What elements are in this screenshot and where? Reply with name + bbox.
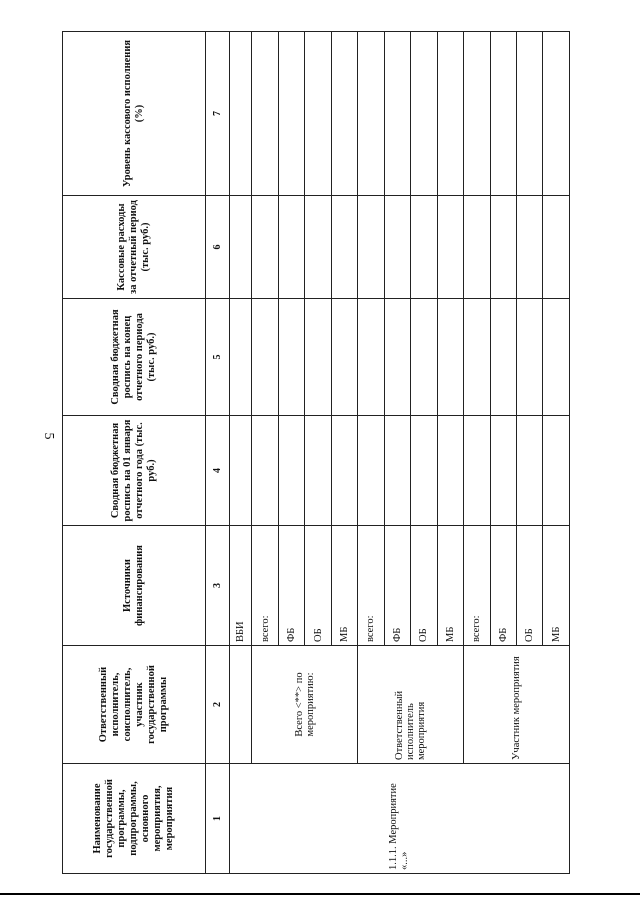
group-participant: Участник мероприятия [464,646,570,764]
group-all: Всего <**> по мероприятию: [252,646,358,764]
source-fb: ФБ [490,526,516,646]
bottom-rule [0,893,640,895]
page-number: 5 [41,432,56,440]
header-sources: Источники финансирования [63,526,206,646]
source-total: всего: [464,526,490,646]
source-ob: ОБ [305,526,331,646]
source-total: всего: [358,526,384,646]
source-ob: ОБ [411,526,437,646]
group-responsible: Ответственный исполнитель мероприятия [358,646,464,764]
rotated-table-wrapper [62,32,570,874]
header-row [63,32,206,874]
table-row [229,32,251,874]
header-cash-execution-level: Уровень кассового исполнения (%) [63,32,206,196]
source-mb: МБ [331,526,357,646]
measure-name: 1.1.1. Мероприятие «...» [229,764,569,874]
header-budget-start: Сводная бюджетная роспись на 01 января отчетного года (тыс. руб.) [63,416,206,526]
column-number-row [205,32,229,874]
header-cash-expenses: Кассовые расходы за отчетный период (тыс. руб.) [63,196,206,299]
table-row [464,32,490,874]
col-number-5: 5 [205,299,229,416]
col-number-1: 1 [205,764,229,874]
col-number-4: 4 [205,416,229,526]
col-number-6: 6 [205,196,229,299]
col-number-2: 2 [205,646,229,764]
blank-cell [229,646,251,764]
header-budget-end: Сводная бюджетная роспись на конец отчетного периода (тыс. руб.) [63,299,206,416]
source-fb: ФБ [384,526,410,646]
source-fb: ФБ [278,526,304,646]
source-vbi: ВБИ [229,526,251,646]
col-number-3: 3 [205,526,229,646]
source-mb: МБ [543,526,570,646]
source-total: всего: [252,526,278,646]
report-table [62,31,570,874]
col-number-7: 7 [205,32,229,196]
header-name: Наименование государственной программы, подпрограммы, основного мероприятия, мероприятия [63,764,206,874]
source-ob: ОБ [517,526,543,646]
table-row [358,32,384,874]
header-executor: Ответственный исполнитель, соисполнитель, участник государственной программы [63,646,206,764]
table-row [252,32,278,874]
source-mb: МБ [437,526,463,646]
